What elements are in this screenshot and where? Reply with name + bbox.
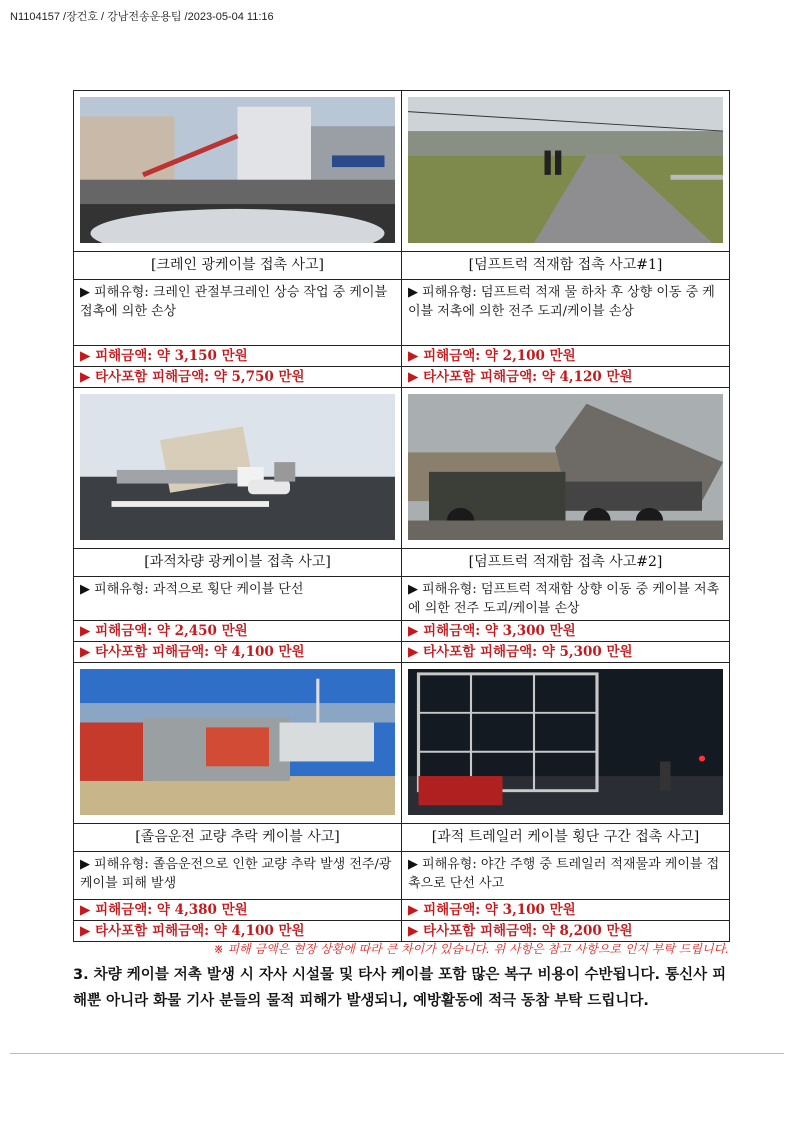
disclaimer-note: ※ 피해 금액은 현장 상황에 따라 큰 차이가 있습니다. 위 사항은 참고 사항으로 인지 부탁 드립니다. [213,942,729,956]
cell-damage-type: ▶ 피해유형: 과적으로 횡단 케이블 단선 [74,577,402,621]
document-header: N1104157 /장건호 / 강남전송운용팀 /2023-05-04 11:16 [10,11,274,23]
cell-damage-type: ▶ 피해유형: 졸음운전으로 인한 교량 추락 발생 전주/광케이블 피해 발생 [74,852,402,900]
cell-damage-amount: ▶ 피해금액: 약 2,450 만원 [74,621,402,642]
cell-total-damage-amount: ▶ 타사포함 피해금액: 약 8,200 만원 [402,921,730,942]
cell-title: [과적 트레일러 케이블 횡단 구간 접촉 사고] [402,824,730,852]
cell-total-damage-amount: ▶ 타사포함 피해금액: 약 4,100 만원 [74,642,402,663]
cell-total-damage-amount: ▶ 타사포함 피해금액: 약 5,750 만원 [74,367,402,388]
body-paragraph: 3. 차량 케이블 저촉 발생 시 자사 시설물 및 타사 케이블 포함 많은 복구 비용이 수반됩니다. 통신사 피해뿐 아니라 화물 기사 분들의 물적 피해가 발생되니, 예방활동에 적극 동참 부탁 드립니다. [73,967,727,1009]
cell-total-damage-amount: ▶ 타사포함 피해금액: 약 4,100 만원 [74,921,402,942]
cell-title: [졸음운전 교량 추락 케이블 사고] [74,824,402,852]
cell-title: [덤프트럭 적재함 접촉 사고#1] [402,252,730,280]
page-divider [10,1053,784,1054]
cell-damage-type: ▶ 피해유형: 덤프트럭 적재 물 하차 후 상향 이동 중 케이블 저촉에 의한 전주 도괴/케이블 손상 [402,280,730,346]
cell-title: [크레인 광케이블 접촉 사고] [74,252,402,280]
cell-damage-amount: ▶ 피해금액: 약 4,380 만원 [74,900,402,921]
cell-damage-type: ▶ 피해유형: 덤프트럭 적재함 상향 이동 중 케이블 저촉에 의한 전주 도괴/케이블 손상 [402,577,730,621]
cell-title: [과적차량 광케이블 접촉 사고] [74,549,402,577]
photo-dump-truck-accident-1 [402,91,730,252]
photo-crane-accident [74,91,402,252]
cell-damage-amount: ▶ 피해금액: 약 2,100 만원 [402,346,730,367]
cell-total-damage-amount: ▶ 타사포함 피해금액: 약 5,300 만원 [402,642,730,663]
cell-damage-type: ▶ 피해유형: 야간 주행 중 트레일러 적재물과 케이블 접촉으로 단선 사고 [402,852,730,900]
photo-bridge-fall-accident [74,663,402,824]
cell-damage-amount: ▶ 피해금액: 약 3,300 만원 [402,621,730,642]
cell-damage-amount: ▶ 피해금액: 약 3,100 만원 [402,900,730,921]
cell-damage-amount: ▶ 피해금액: 약 3,150 만원 [74,346,402,367]
accident-table [73,90,730,942]
photo-trailer-accident [402,663,730,824]
photo-overloaded-vehicle-accident [74,388,402,549]
photo-dump-truck-accident-2 [402,388,730,549]
cell-total-damage-amount: ▶ 타사포함 피해금액: 약 4,120 만원 [402,367,730,388]
cell-damage-type: ▶ 피해유형: 크레인 관절부크레인 상승 작업 중 케이블 접촉에 의한 손상 [74,280,402,346]
cell-title: [덤프트럭 적재함 접촉 사고#2] [402,549,730,577]
